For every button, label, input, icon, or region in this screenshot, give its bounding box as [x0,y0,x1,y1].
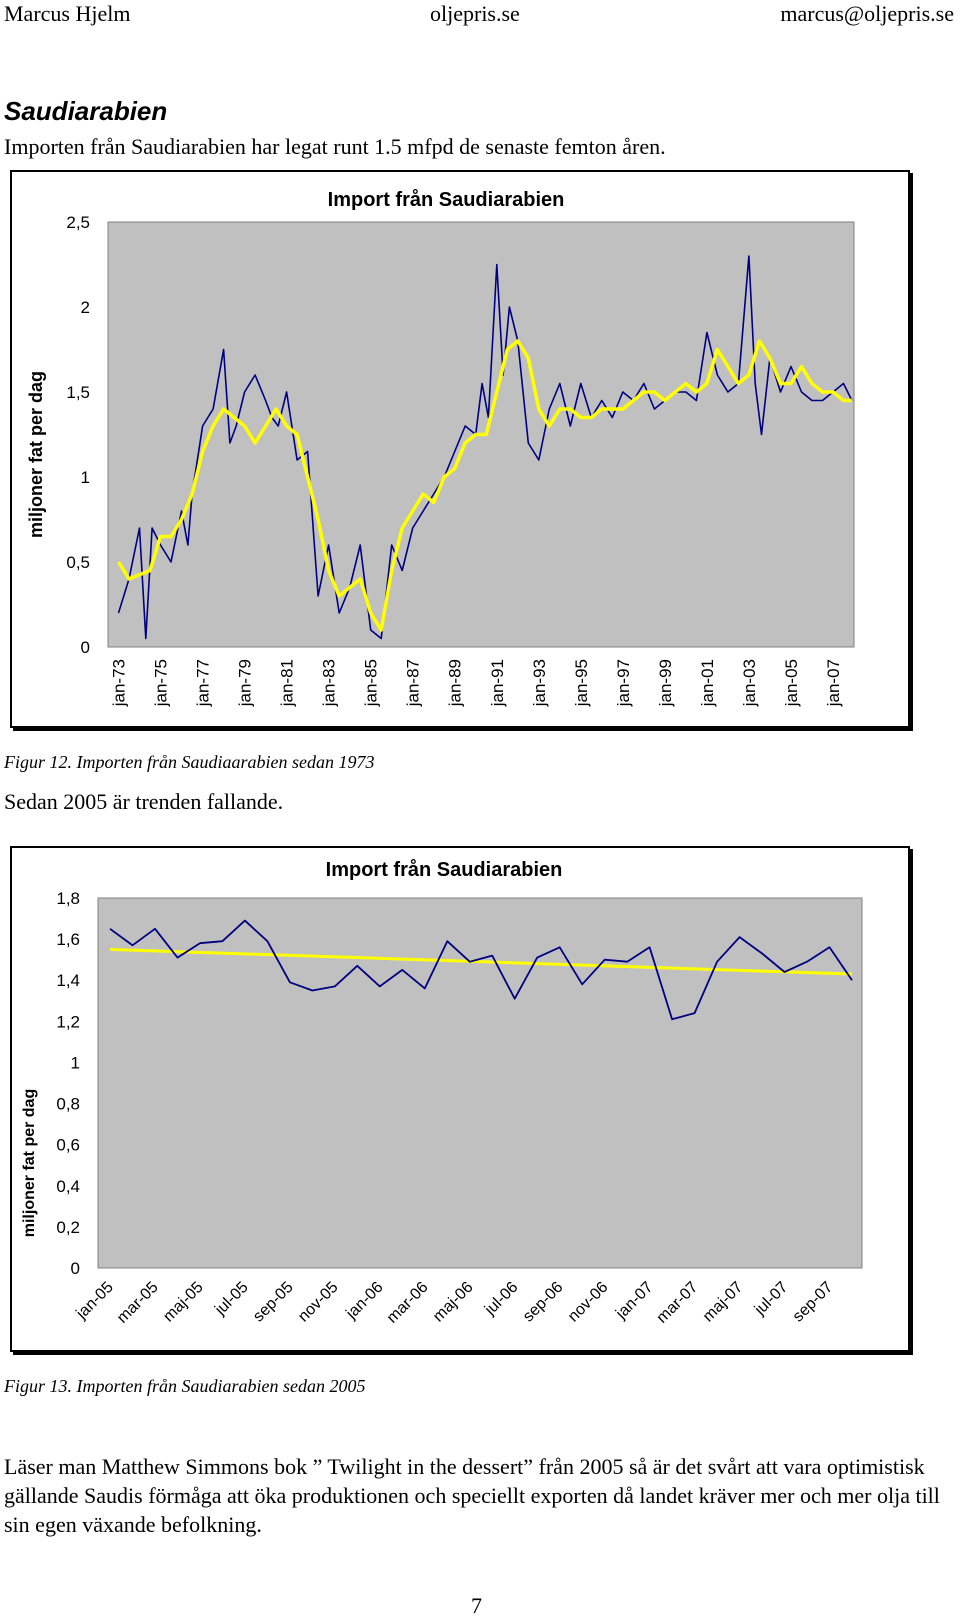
chart-1-y-axis-label: miljoner fat per dag [26,370,46,539]
chart-1-y-tick-label: 1,5 [66,383,90,402]
chart-1-y-tick-label: 2,5 [66,213,90,232]
chart-2-x-tick-label: sep-05 [250,1278,297,1326]
chart-1-x-tick-label: jan-83 [319,659,339,707]
body-paragraph: Läser man Matthew Simmons bok ” Twilight in the dessert” från 2005 så är det svårt att vara optimistisk gällande Saudis förmåga att öka produktionen och speciellt exporten då landet kräver mer och mer olja till sin egen växande befolkning. [4,1454,940,1537]
chart-2-x-tick-label: jan-06 [343,1278,387,1323]
chart-1-x-tick-label: jan-81 [277,659,297,707]
chart-1-x-tick-label: jan-77 [193,659,213,707]
chart-1-x-tick-label: jan-89 [445,659,465,707]
chart-1-frame [10,170,910,728]
chart-1-x-tick-label: jan-07 [823,659,843,707]
chart-2-x-tick-label: mar-05 [113,1278,162,1327]
chart-1-y-tick-label: 0,5 [66,553,90,572]
chart-2-frame [10,846,910,1352]
chart-1-x-tick-label: jan-01 [697,659,717,707]
chart-1-x-tick-label: jan-05 [781,659,801,707]
interlude-paragraph: Sedan 2005 är trenden fallande. [4,789,284,814]
chart-1-x-tick-label: jan-03 [739,659,759,707]
chart-2-y-tick-label: 0,2 [56,1217,80,1237]
chart-2-title: Import från Saudiarabien [325,859,563,881]
header-site[interactable]: oljepris.se [430,1,520,26]
chart-1-x-tick-label: jan-97 [613,659,633,707]
chart-2-y-tick-label: 1,8 [56,889,80,908]
chart-2-y-axis-label: miljoner fat per dag [21,1088,38,1238]
chart-1-x-tick-label: jan-93 [529,659,549,707]
chart-2-x-tick-label: jul-07 [751,1278,792,1319]
chart-2 [12,848,908,1350]
chart-2-y-tick-label: 0,6 [56,1135,80,1155]
chart-2-y-tick-label: 1,6 [56,930,80,950]
chart-1-x-tick-label: jan-99 [655,659,675,707]
chart-1-y-tick-label: 1 [80,468,90,487]
chart-2-x-tick-label: maj-06 [429,1278,477,1326]
figure-12-caption: Figur 12. Importen från Saudiaarabien sedan 1973 [4,752,375,772]
chart-1-x-tick-label: jan-79 [235,659,255,707]
chart-1-y-tick-label: 0 [80,638,90,657]
chart-2-y-tick-label: 1,2 [56,1012,80,1032]
chart-1-x-tick-label: jan-85 [361,659,381,707]
chart-2-y-tick-label: 1,4 [56,971,80,991]
chart-2-y-tick-label: 0,8 [56,1094,80,1114]
chart-2-x-tick-label: maj-07 [699,1278,747,1326]
chart-2-x-tick-label: maj-05 [160,1278,207,1326]
chart-1-title: Import från Saudiarabien [327,189,565,211]
chart-2-x-tick-label: jan-07 [612,1278,657,1323]
chart-1-x-tick-label: jan-87 [403,659,423,707]
chart-1-x-tick-label: jan-75 [151,659,171,707]
chart-1-x-tick-label: jan-73 [109,659,129,707]
chart-2-x-tick-label: jan-05 [73,1278,117,1323]
chart-1-y-tick-label: 2 [80,298,90,317]
chart-1-x-tick-label: jan-95 [571,659,591,707]
chart-2-y-tick-label: 0 [70,1259,80,1278]
chart-2-x-tick-label: jul-06 [481,1278,522,1319]
chart-2-x-tick-label: sep-07 [789,1278,837,1326]
chart-2-x-tick-label: mar-07 [653,1278,702,1327]
chart-2-y-tick-label: 0,4 [56,1176,80,1196]
chart-2-y-tick-label: 1 [70,1053,80,1073]
intro-paragraph: Importen från Saudiarabien har legat runt 1.5 mfpd de senaste femton åren. [4,134,666,159]
figure-13-caption: Figur 13. Importen från Saudiarabien sedan 2005 [4,1376,366,1396]
chart-1 [12,172,908,726]
chart-2-x-tick-label: nov-05 [295,1278,342,1326]
chart-1-x-tick-label: jan-91 [487,659,507,707]
chart-2-x-tick-label: jul-05 [212,1278,252,1319]
header-email[interactable]: marcus@oljepris.se [780,1,954,26]
page-number: 7 [471,1593,482,1618]
header-author: Marcus Hjelm [4,1,131,26]
chart-2-x-tick-label: nov-06 [564,1278,612,1326]
chart-2-x-tick-label: sep-06 [519,1278,567,1326]
chart-2-x-tick-label: mar-06 [383,1278,432,1327]
section-title: Saudiarabien [4,96,168,126]
